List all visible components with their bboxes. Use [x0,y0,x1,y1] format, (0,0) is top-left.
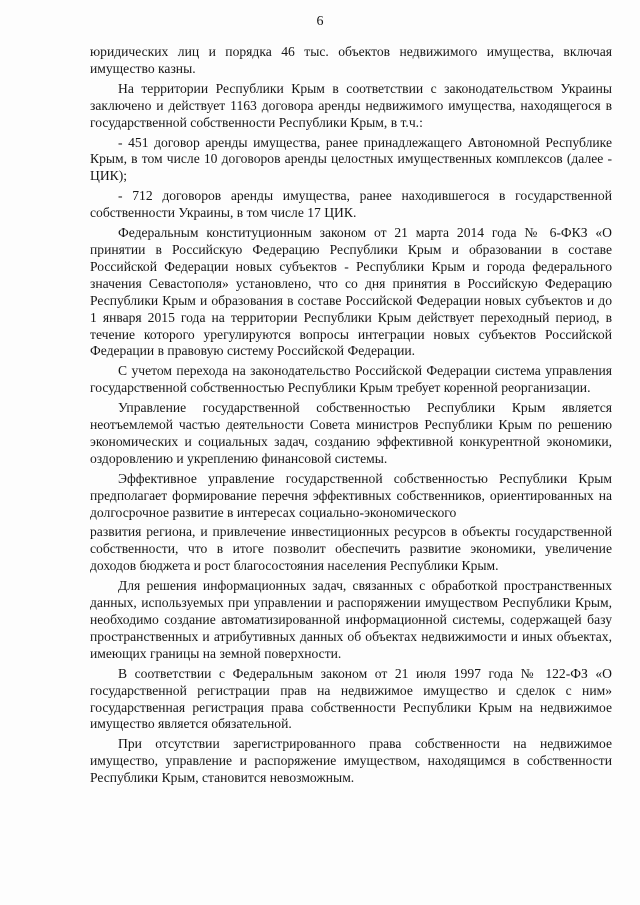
list-item-712: - 712 договоров аренды имущества, ранее находившегося в государственной собственности Украины, в том числе 17 ЦИК. [90,188,612,221]
document-body [90,44,612,790]
paragraph-registration-law: В соответствии с Федеральным законом от 21 июля 1997 года № 122-ФЗ «О государственной регистрации прав на недвижимое имущество и сделок с ним» государственная регистрация права собственности Республики Крым на недвижимое имущество является обязательной. [90,665,612,732]
paragraph-federal-law: Федеральным конституционным законом от 21 марта 2014 года № 6-ФКЗ «О принятии в Российскую Федерацию Республики Крым и образовании в составе Российской Федерации новых субъектов - Республики Крым и города федерального значения Севастополя» установлено, что со дня принятия в Российскую Федерацию Республики Крым и образования в составе Российской Федерации новых субъектов и до 1 января 2015 года на территории Республики Крым действует переходный период, в течение которого урегулируются вопросы интеграции новых субъектов Российской Федерации в правовую систему Российской Федерации. [90,225,612,359]
paragraph-information-tasks: Для решения информационных задач, связанных с обработкой пространственных данных, используемых при управлении и распоряжении имуществом Республики Крым, необходимо создание автоматизированной информационной системы, содержащей базу пространственных и атрибутивных данных об объектах недвижимости и иных объектах, имеющих границы на земной поверхности. [90,578,612,661]
list-item-451: - 451 договор аренды имущества, ранее принадлежащего Автономной Республике Крым, в том числе 10 договоров аренды целостных имущественных комплексов (далее - ЦИК); [90,134,612,184]
paragraph-1: юридических лиц и порядка 46 тыс. объектов недвижимого имущества, включая имущество казны. [90,44,612,76]
paragraph-transition: С учетом перехода на законодательство Российской Федерации система управления государственной собственностью Республики Крым требует коренной реорганизации. [90,363,612,396]
paragraph-region-development: развития региона, и привлечение инвестиционных ресурсов в объекты государственной собственности, что в итоге позволит обеспечить развитие экономики, увеличение доходов бюджета и рост благосостояния населения Республики Крым. [90,524,612,574]
paragraph-effective-management: Эффективное управление государственной собственностью Республики Крым предполагает формирование перечня эффективных собственников, ориентированных на долгосрочное развитие в интересах социально-экономического [90,470,612,520]
paragraph-unregistered-rights: При отсутствии зарегистрированного права собственности на недвижимое имущество, управление и распоряжение имуществом, находящимся в собственности Республики Крым, становится невозможным. [90,736,612,786]
paragraph-2: На территории Республики Крым в соответствии с законодательством Украины заключено и действует 1163 договора аренды недвижимого имущества, находящегося в государственной собственности Республики Крым, в т.ч.: [90,80,612,130]
paragraph-management: Управление государственной собственностью Республики Крым является неотъемлемой частью деятельности Совета министров Республики Крым по решению экономических и социальных задач, созданию эффективной конкурентной экономики, оздоровлению и укреплению финансовой системы. [90,400,612,466]
page-number: 6 [316,14,324,29]
